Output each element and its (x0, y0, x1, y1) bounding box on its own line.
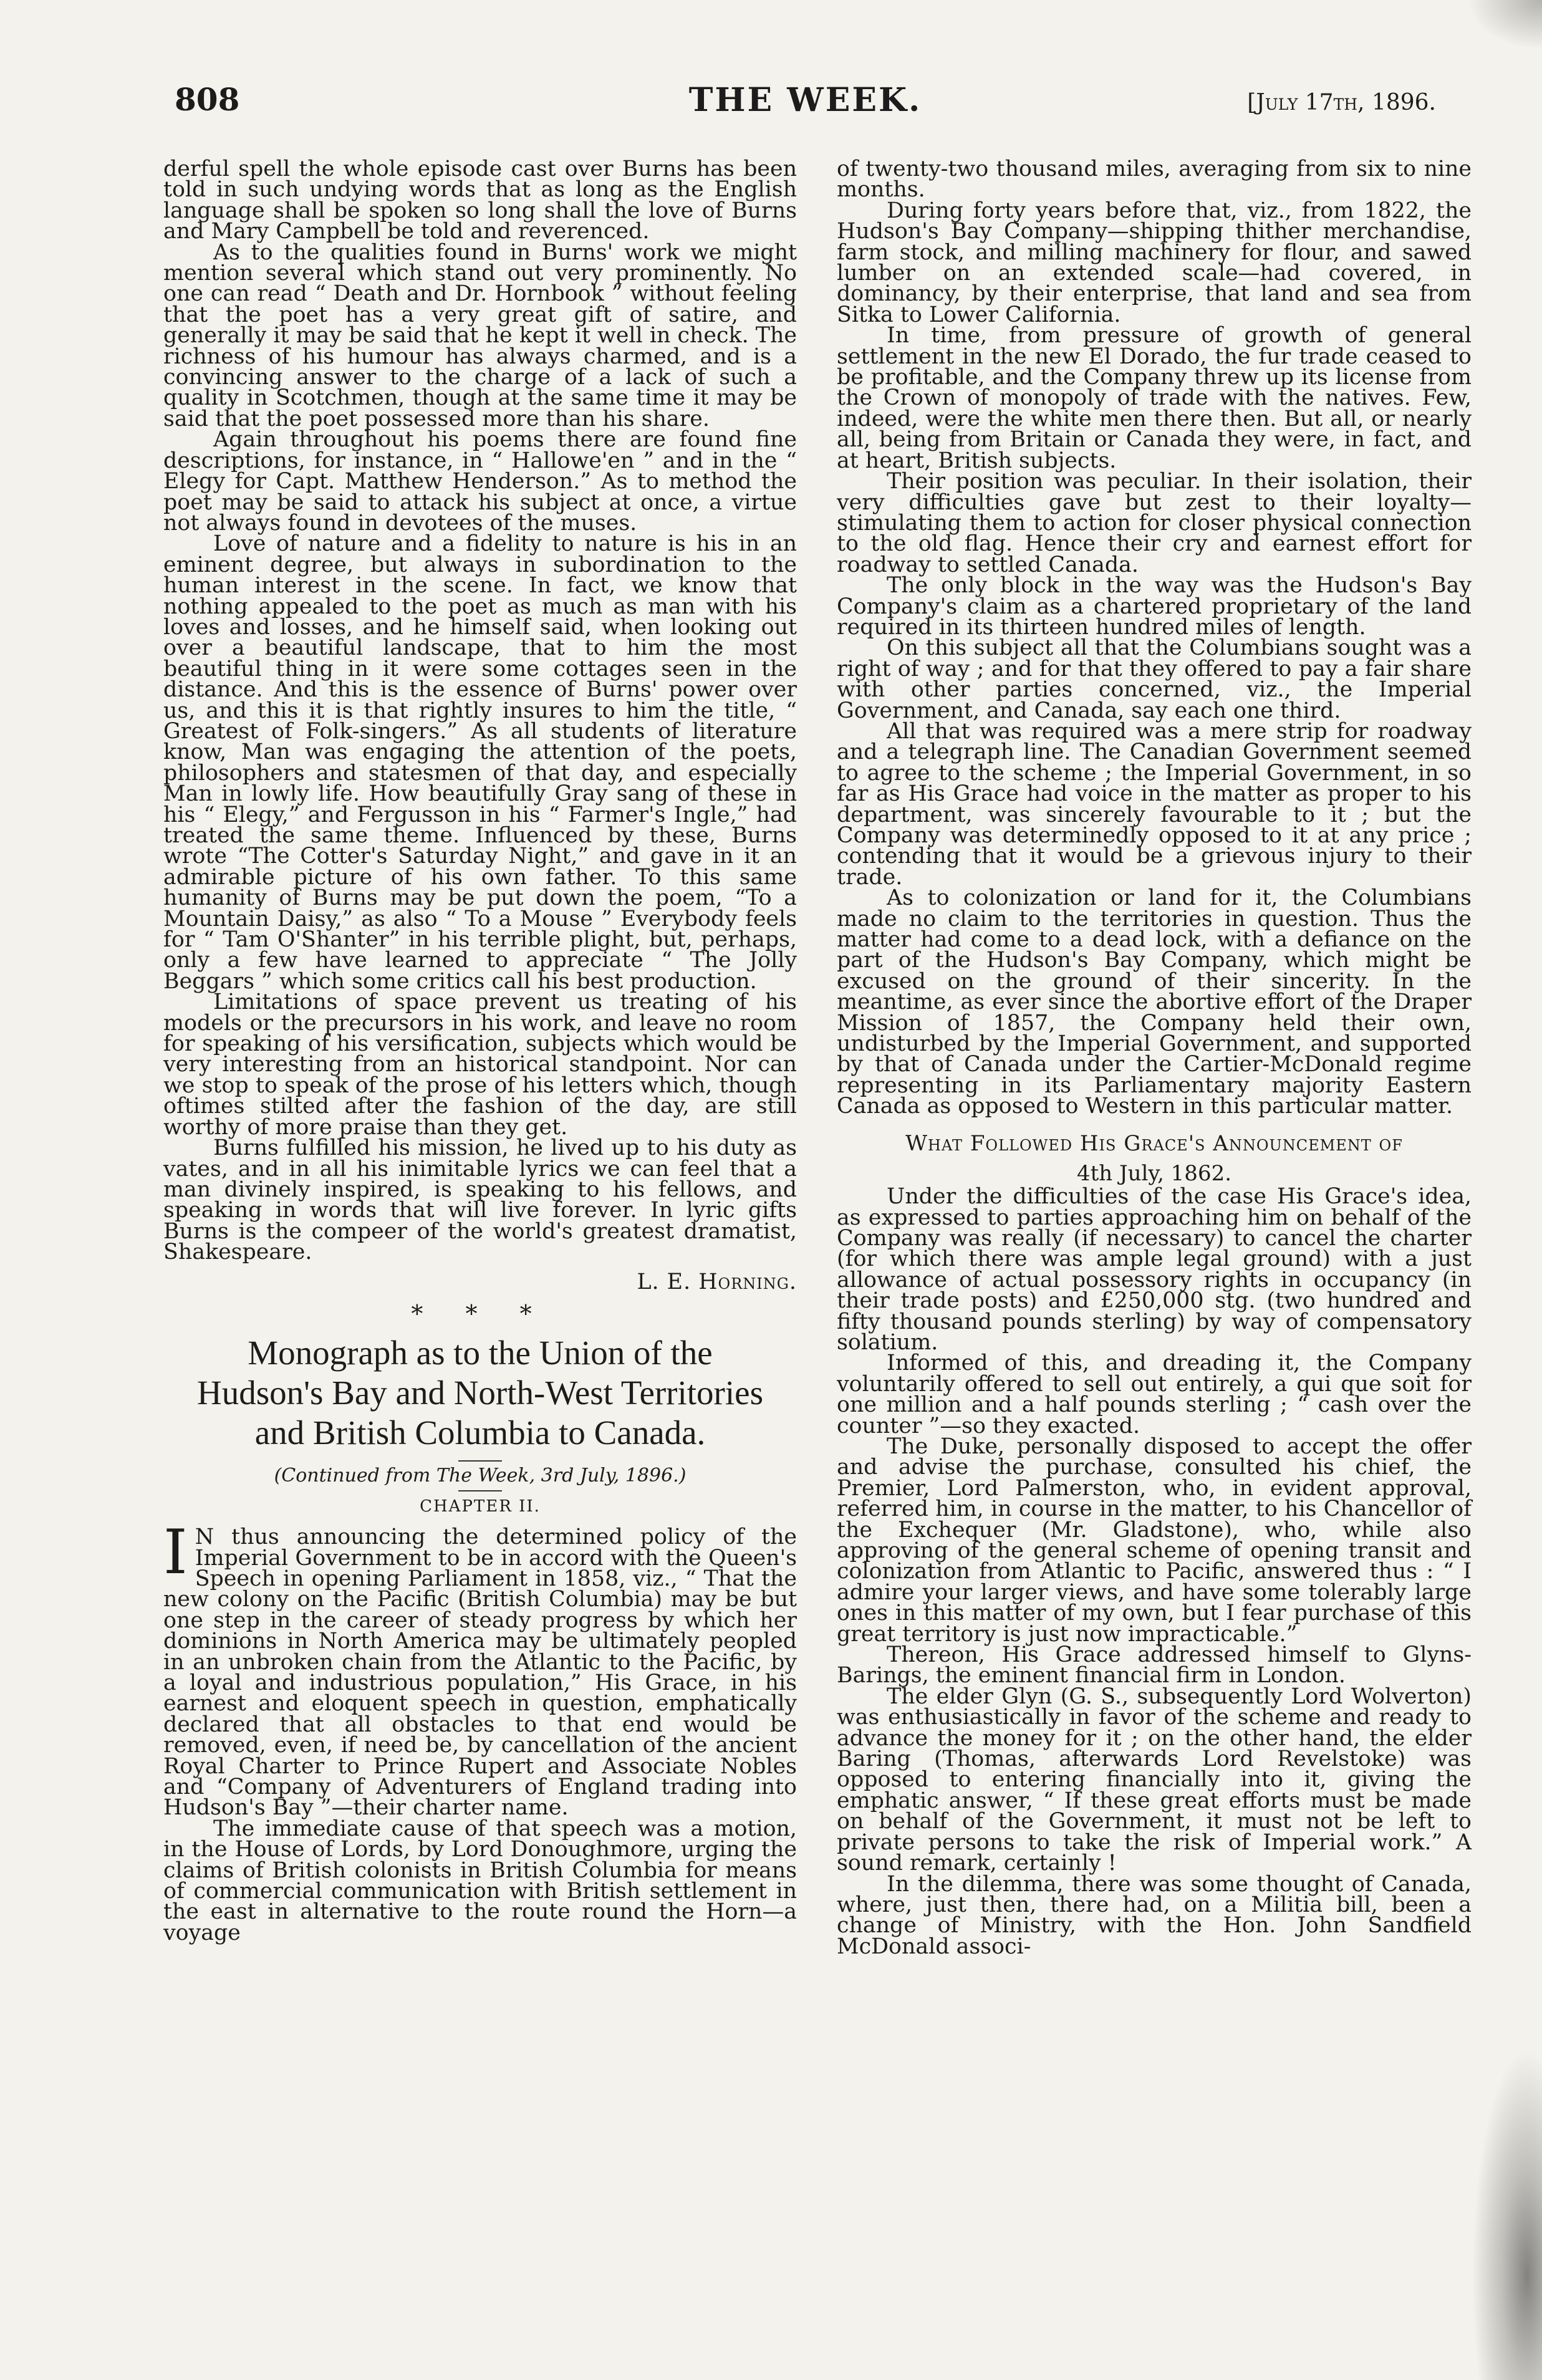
left-column (163, 159, 797, 1944)
paragraph: Informed of this, and dreading it, the Company voluntarily offered to sell out entirely, a qui que soit for one million and a half pounds sterling ; “ cash over the counter ”—so they exacted. (837, 1351, 1472, 1438)
paragraph: The immediate cause of that speech was a motion, in the House of Lords, by Lord Donoughmore, urging the claims of British colonists in British Columbia for means of commercial communication with British settlement in the east in alternative to the route round the Horn—a voyage (163, 1816, 797, 1945)
paragraph: Their position was peculiar. In their isolation, their very difficulties gave but zest to their loyalty—stimulating them to action for closer physical connection to the old flag. Hence their cry and earnest effort for roadway to settled Canada. (837, 469, 1472, 577)
drop-cap: I (163, 1517, 188, 1589)
section-heading-date: 4th July, 1862. (1076, 1160, 1232, 1186)
paragraph: In time, from pressure of growth of general settlement in the new El Dorado, the fur trade ceased to be profitable, and the Company threw up its license from the Crown of monopoly of trade with the natives. Few, indeed, were the white men there then. But all, or nearly all, being from Britain or Canada they were, in fact, and at heart, British subjects. (837, 323, 1472, 473)
paragraph: The only block in the way was the Hudson's Bay Company's claim as a chartered proprietary of the land required in its thirteen hundred miles of length. (837, 573, 1472, 640)
paragraph: Burns fulfilled his mission, he lived up to his duty as vates, and in all his inimitable lyrics we can feel that a man divinely inspired, is speaking to his fellows, and speaking in words that will live forever. In lyric gifts Burns is the compeer of the world's greatest dramatist, Shakespeare. (163, 1135, 797, 1265)
paragraph: Love of nature and a fidelity to nature is his in an eminent degree, but always in subordination to the human interest in the scene. In fact, we know that nothing appealed to the poet as much as man with his loves and losses, and he himself said, when looking out over a beautiful landscape, that to him the most beautiful thing in it were some cottages seen in the distance. And this is the essence of Burns' power over us, and this it is that rightly insures to him the title, “ Greatest of Folk-singers.” As all students of literature know, Man was engaging the attention of the poets, philosophers and statesmen of that day, and especially Man in lowly life. How beautifully Gray sang of these in his “ Elegy,” and Fergusson in his “ Farmer's Ingle,” had treated the same theme. Influenced by these, Burns wrote “The Cotter's Saturday Night,” and gave in it an admirable picture of his own father. To this same humanity of Burns may be put down the poem, “To a Mountain Daisy,” as also “ To a Mouse ” Everybody feels for “ Tam O'Shanter” in his terrible plight, but, perhaps, only a few have learned to appreciate “ The Jolly Beggars ” which some critics call his best production. (163, 531, 797, 994)
page-edge-stain-top (1467, 0, 1542, 50)
paragraph: In the dilemma, there was some thought of Canada, where, just then, there had, on a Militia bill, been a change of Ministry, with the Hon. John Sandfield McDonald associ- (837, 1871, 1472, 1959)
divider (458, 1460, 502, 1462)
paragraph: of twenty-two thousand miles, averaging from six to nine months. (837, 157, 1472, 203)
section-heading: What Followed His Grace's Announcement of (905, 1130, 1403, 1156)
paragraph: Again throughout his poems there are found fine descriptions, for instance, in “ Hallowe'en ” and in the “ Elegy for Capt. Matthew Henderson.” As to method the poet may be said to attack his subject at once, a virtue not always found in devotees of the muses. (163, 427, 797, 536)
paragraph: The elder Glyn (G. S., subsequently Lord Wolverton) was enthusiastically in favor of the scheme and ready to advance the money for it ; on the other hand, the elder Baring (Thomas, afterwards Lord Revelstoke) was opposed to entering financially into it, giving the emphatic answer, “ If these great efforts must be made on behalf of the Government, it must not be left to private persons to take the risk of Imperial work.” A sound remark, certainly ! (837, 1684, 1472, 1876)
issue-date: [July 17th, 1896. (1247, 90, 1436, 115)
paragraph: The Duke, personally disposed to accept the offer and advise the purchase, consulted his chief, the Premier, Lord Palmerston, who, in evident approval, referred him, in course in the matter, to his Chancellor of the Exchequer (Mr. Gladstone), who, while also approving of the general scheme of opening transit and colonization from Atlantic to Pacific, answered thus : “ I admire your larger views, and have some tolerably large ones in this matter of my own, but I fear purchase of this great territory is just now impracticable.” (837, 1433, 1472, 1647)
paragraph: Limitations of space prevent us treating of his models or the precursors in his work, and leave no room for speaking of his versification, subjects which would be very interesting from an historical standpoint. Nor can we stop to speak of the prose of his letters which, though oftimes stilted after the fashion of the day, are still worthy of more praise than they get. (163, 990, 797, 1140)
divider (458, 1490, 502, 1491)
section-separator: * * * (411, 1299, 549, 1327)
paragraph (163, 1517, 797, 1821)
right-column (837, 159, 1472, 1957)
paragraph: As to the qualities found in Burns' work we might mention several which stand out very prominently. No one can read “ Death and Dr. Hornbook ” without feeling that the poet has a very great gift of satire, and generally it may be said that he kept it well in check. The richness of his humour has always charmed, and is a convincing answer to the charge of a lack of such a quality in Scotchmen, though at the same time it may be said that the poet possessed more than his share. (163, 239, 797, 431)
paragraph: As to colonization or land for it, the Columbians made no claim to the territories in question. Thus the matter had come to a dead lock, with a defiance on the part of the Hudson's Bay Company, which might be excused on the ground of their sincerity. In the meantime, as ever since the abortive effort of the Draper Mission of 1857, the Company held their own, undisturbed by the Imperial Government, and supported by that of Canada under the Cartier-McDonald regime representing in its Parliamentary majority Eastern Canada as opposed to Western in this particular matter. (837, 885, 1472, 1119)
chapter-heading: CHAPTER II. (420, 1496, 541, 1516)
article-title: Monograph as to the Union of the Hudson's Bay and North-West Territories and British Columbia to Canada. (197, 1334, 763, 1452)
page-number: 808 (175, 81, 240, 118)
paragraph-text: N thus announcing the determined policy of the Imperial Government to be in accord with the Queen's Speech in opening Parliament in 1858, viz., “ That the new colony on the Pacific (British Columbia) may be but one step in the career of steady progress by which her dominions in North America may be ultimately peopled in an unbroken chain from the Atlantic to the Pacific, by a loyal and industrious population,” His Grace, in his earnest and eloquent speech in question, emphatically declared that all obstacles to that end would be removed, even, if need be, by cancellation of the ancient Royal Charter to Prince Rupert and Associate Nobles and “Company of Adventurers of England trading into Hudson's Bay ”—their charter name. (163, 1525, 797, 1821)
paragraph: derful spell the whole episode cast over Burns has been told in such undying words that as long as the English language shall be spoken so long shall the love of Burns and Mary Campbell be told and reverenced. (163, 157, 797, 244)
paragraph: All that was required was a mere strip for roadway and a telegraph line. The Canadian Government seemed to agree to the scheme ; the Imperial Government, in so far as His Grace had voice in the matter as proper to his department, was sincerely favourable to it ; but the Company was determinedly opposed to it at any price ; contending that it would be a grievous injury to their trade. (837, 718, 1472, 890)
paragraph: During forty years before that, viz., from 1822, the Hudson's Bay Company—shipping thither merchandise, farm stock, and milling machinery for flour, and sawed lumber on an extended scale—had covered, in dominancy, by their enterprise, that land and sea from Sitka to Lower California. (837, 198, 1472, 327)
paragraph: Under the difficulties of the case His Grace's idea, as expressed to parties approaching him on behalf of the Company was really (if necessary) to cancel the charter (for which there was ample legal ground) with a just allowance of actual possessory rights in occupancy (in their trade posts) and £250,000 stg. (two hundred and fifty thousand pounds sterling) by way of compensatory solatium. (837, 1184, 1472, 1355)
page-header (175, 81, 1436, 137)
author-signature: L. E. Horning. (637, 1269, 797, 1294)
page-edge-stain (1467, 2031, 1542, 2380)
masthead: THE WEEK. (688, 81, 922, 119)
continued-note: (Continued from The Week, 3rd July, 1896.) (274, 1465, 687, 1487)
paragraph: Thereon, His Grace addressed himself to Glyns-Barings, the eminent financial firm in London. (837, 1642, 1472, 1689)
paragraph: On this subject all that the Columbians sought was a right of way ; and for that they offered to pay a fair share with other parties concerned, viz., the Imperial Government, and Canada, say each one third. (837, 635, 1472, 723)
